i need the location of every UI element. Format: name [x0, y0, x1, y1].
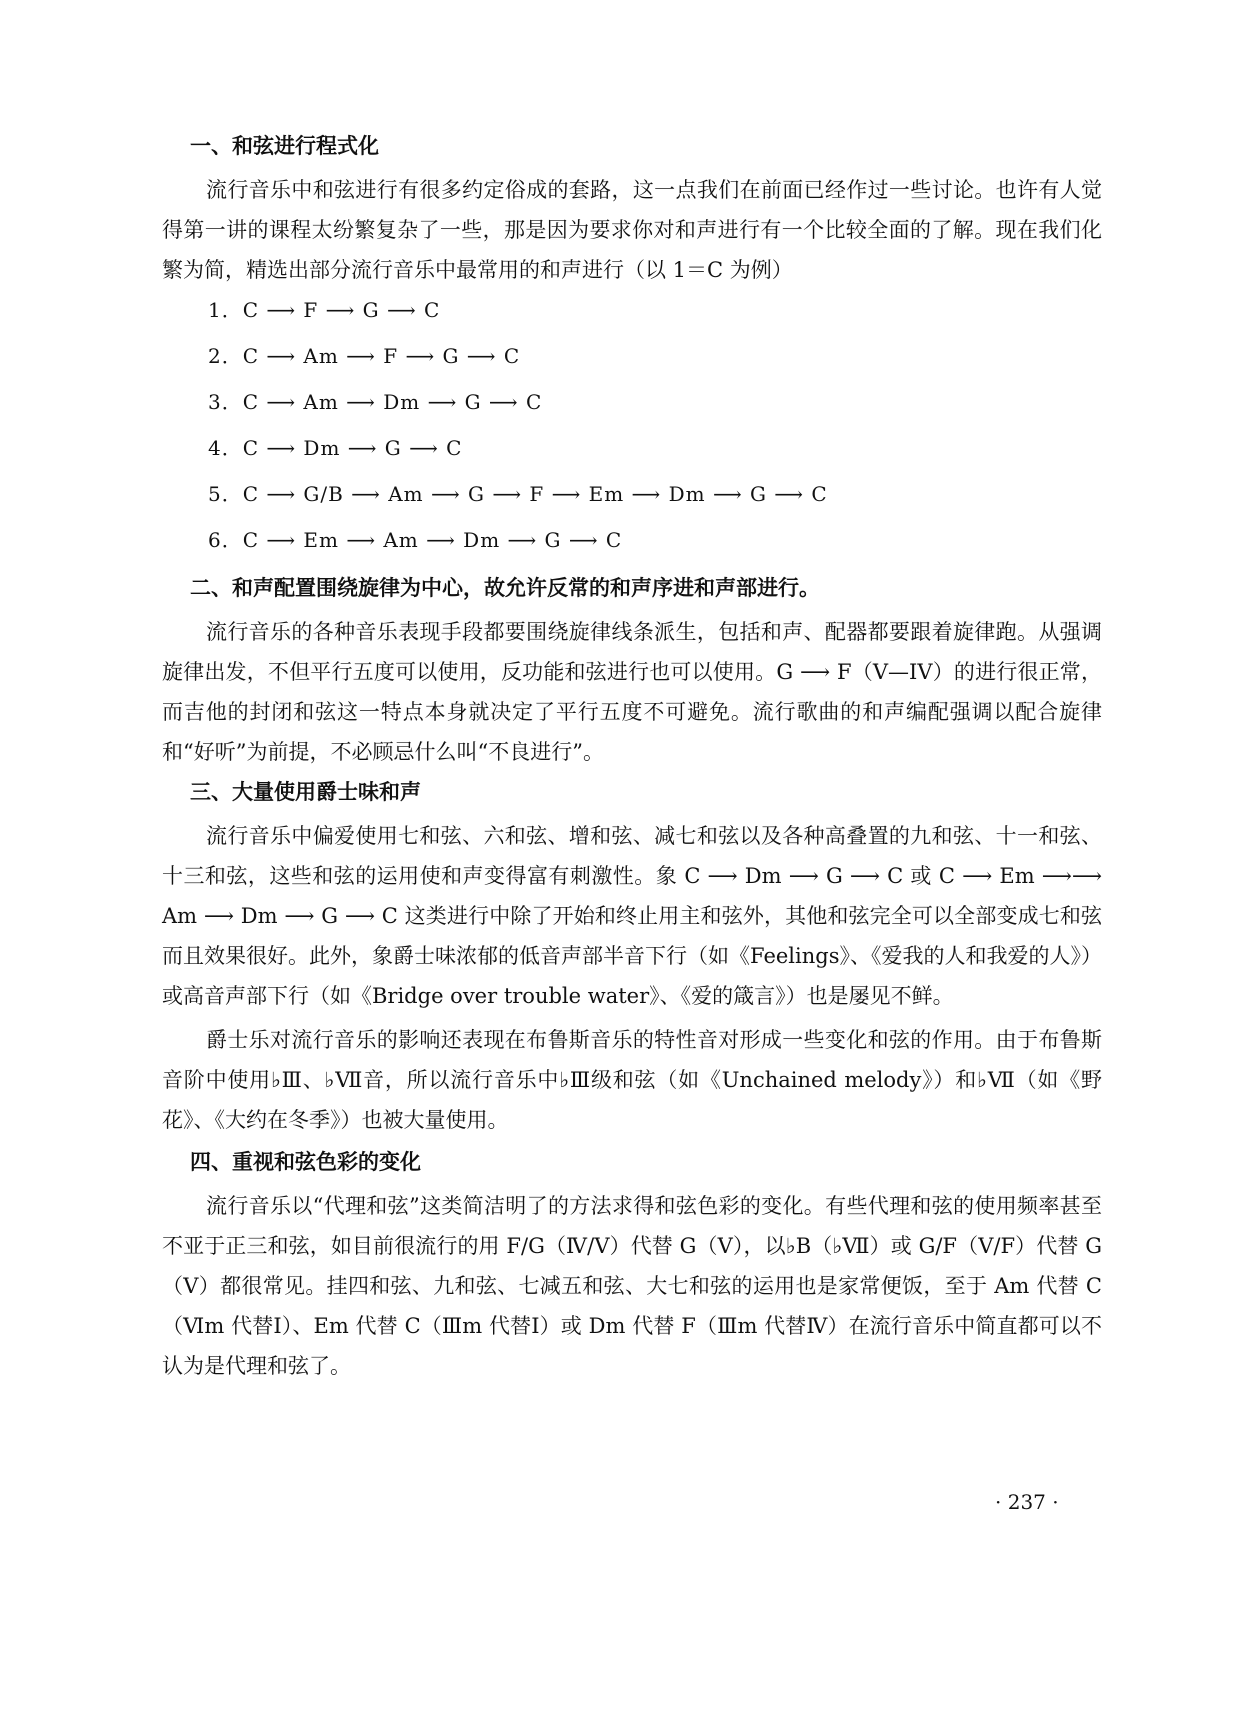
- section-3-paragraph-2: 爵士乐对流行音乐的影响还表现在布鲁斯音乐的特性音对形成一些变化和弦的作用。由于布鲁斯音阶中使用♭Ⅲ、♭Ⅶ音，所以流行音乐中♭Ⅲ级和弦（如《Unchained melody》）和♭Ⅶ（如《野花》、《大约在冬季》）也被大量使用。: [162, 1028, 1102, 1132]
- section-heading-4: 四、重视和弦色彩的变化: [190, 1149, 421, 1174]
- section-3-paragraph-1: 流行音乐中偏爱使用七和弦、六和弦、增和弦、减七和弦以及各种高叠置的九和弦、十一和弦、十三和弦，这些和弦的运用使和声变得富有刺激性。象 C ⟶ Dm ⟶ G ⟶ C 或 C ⟶ Em ⟶⟶ Am ⟶ Dm ⟶ G ⟶ C 这类进行中除了开始和终止用主和弦外，其他和弦完全可以全部变成七和弦而且效果很好。此外，象爵士味浓郁的低音声部半音下行（如《Feelings》、《爱我的人和我爱的人》）或高音声部下行（如《Bridge over trouble water》、《爱的箴言》）也是屡见不鲜。: [162, 824, 1102, 1008]
- progression-4: 4．C ⟶ Dm ⟶ G ⟶ C: [208, 436, 463, 460]
- section-heading-2: 二、和声配置围绕旋律为中心，故允许反常的和声序进和声部进行。: [190, 575, 820, 600]
- page-number: · 237 ·: [995, 1490, 1059, 1514]
- section-heading-3: 三、大量使用爵士味和声: [190, 779, 421, 804]
- progression-1: 1．C ⟶ F ⟶ G ⟶ C: [208, 298, 441, 322]
- section-4-paragraph-1: 流行音乐以“代理和弦”这类简洁明了的方法求得和弦色彩的变化。有些代理和弦的使用频率甚至不亚于正三和弦，如目前很流行的用 F/G（Ⅳ/Ⅴ）代替 G（Ⅴ），以♭B（♭Ⅶ）或 G/F（V/F）代替 G（Ⅴ）都很常见。挂四和弦、九和弦、七减五和弦、大七和弦的运用也是家常便饭，至于 Am 代替 C（Ⅵm 代替Ⅰ）、Em 代替 C（Ⅲm 代替Ⅰ）或 Dm 代替 F（Ⅲm 代替Ⅳ）在流行音乐中简直都可以不认为是代理和弦了。: [162, 1194, 1102, 1378]
- progression-2: 2．C ⟶ Am ⟶ F ⟶ G ⟶ C: [208, 344, 521, 368]
- section-1-paragraph-1: 流行音乐中和弦进行有很多约定俗成的套路，这一点我们在前面已经作过一些讨论。也许有人觉得第一讲的课程太纷繁复杂了一些，那是因为要求你对和声进行有一个比较全面的了解。现在我们化繁为简，精选出部分流行音乐中最常用的和声进行（以 1＝C 为例）: [162, 178, 1102, 282]
- section-heading-1: 一、和弦进行程式化: [190, 133, 379, 158]
- section-2-paragraph-1: 流行音乐的各种音乐表现手段都要围绕旋律线条派生，包括和声、配器都要跟着旋律跑。从强调旋律出发，不但平行五度可以使用，反功能和弦进行也可以使用。G ⟶ F（V—IV）的进行很正常，而吉他的封闭和弦这一特点本身就决定了平行五度不可避免。流行歌曲的和声编配强调以配合旋律和“好听”为前提，不必顾忌什么叫“不良进行”。: [162, 620, 1102, 764]
- progression-6: 6．C ⟶ Em ⟶ Am ⟶ Dm ⟶ G ⟶ C: [208, 528, 623, 552]
- progression-5: 5．C ⟶ G/B ⟶ Am ⟶ G ⟶ F ⟶ Em ⟶ Dm ⟶ G ⟶ C: [208, 482, 828, 506]
- progression-3: 3．C ⟶ Am ⟶ Dm ⟶ G ⟶ C: [208, 390, 543, 414]
